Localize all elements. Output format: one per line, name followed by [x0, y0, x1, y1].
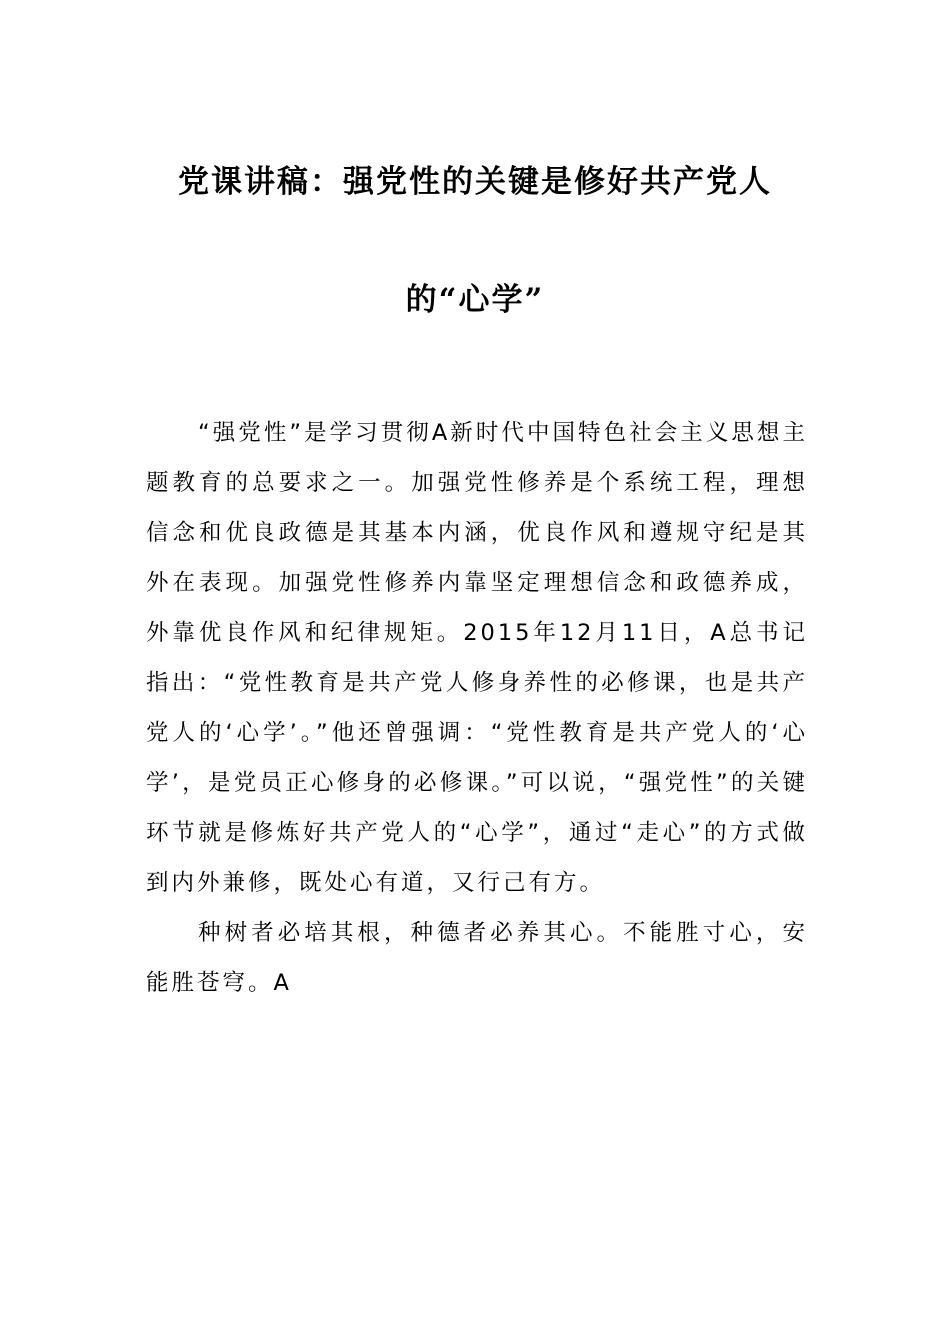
document-title-line-2: 的“心学” — [405, 282, 545, 318]
document-body — [146, 408, 808, 1008]
paragraph-2: 种树者必培其根，种德者必养其心。不能胜寸心，安能胜苍穹。A — [146, 920, 808, 996]
document-title-line-1: 党课讲稿：强党性的关键是修好共产党人 — [178, 164, 772, 200]
paragraph-1: “强党性”是学习贯彻A新时代中国特色社会主义思想主题教育的总要求之一。加强党性修养是个系统工程，理想信念和优良政德是其基本内涵，优良作风和遵规守纪是其外在表现。加强党性修养内靠坚定理想信念和政德养成，外靠优良作风和纪律规矩。2015年12月11日，A总书记指出：“党性教育是共产党人修身养性的必修课，也是共产党人的‘心学’。”他还曾强调：“党性教育是共产党人的‘心学’，是党员正心修身的必修课。”可以说，“强党性”的关键环节就是修炼好共产党人的“心学”，通过“走心”的方式做到内外兼修，既处心有道，又行己有方。 — [146, 420, 808, 896]
